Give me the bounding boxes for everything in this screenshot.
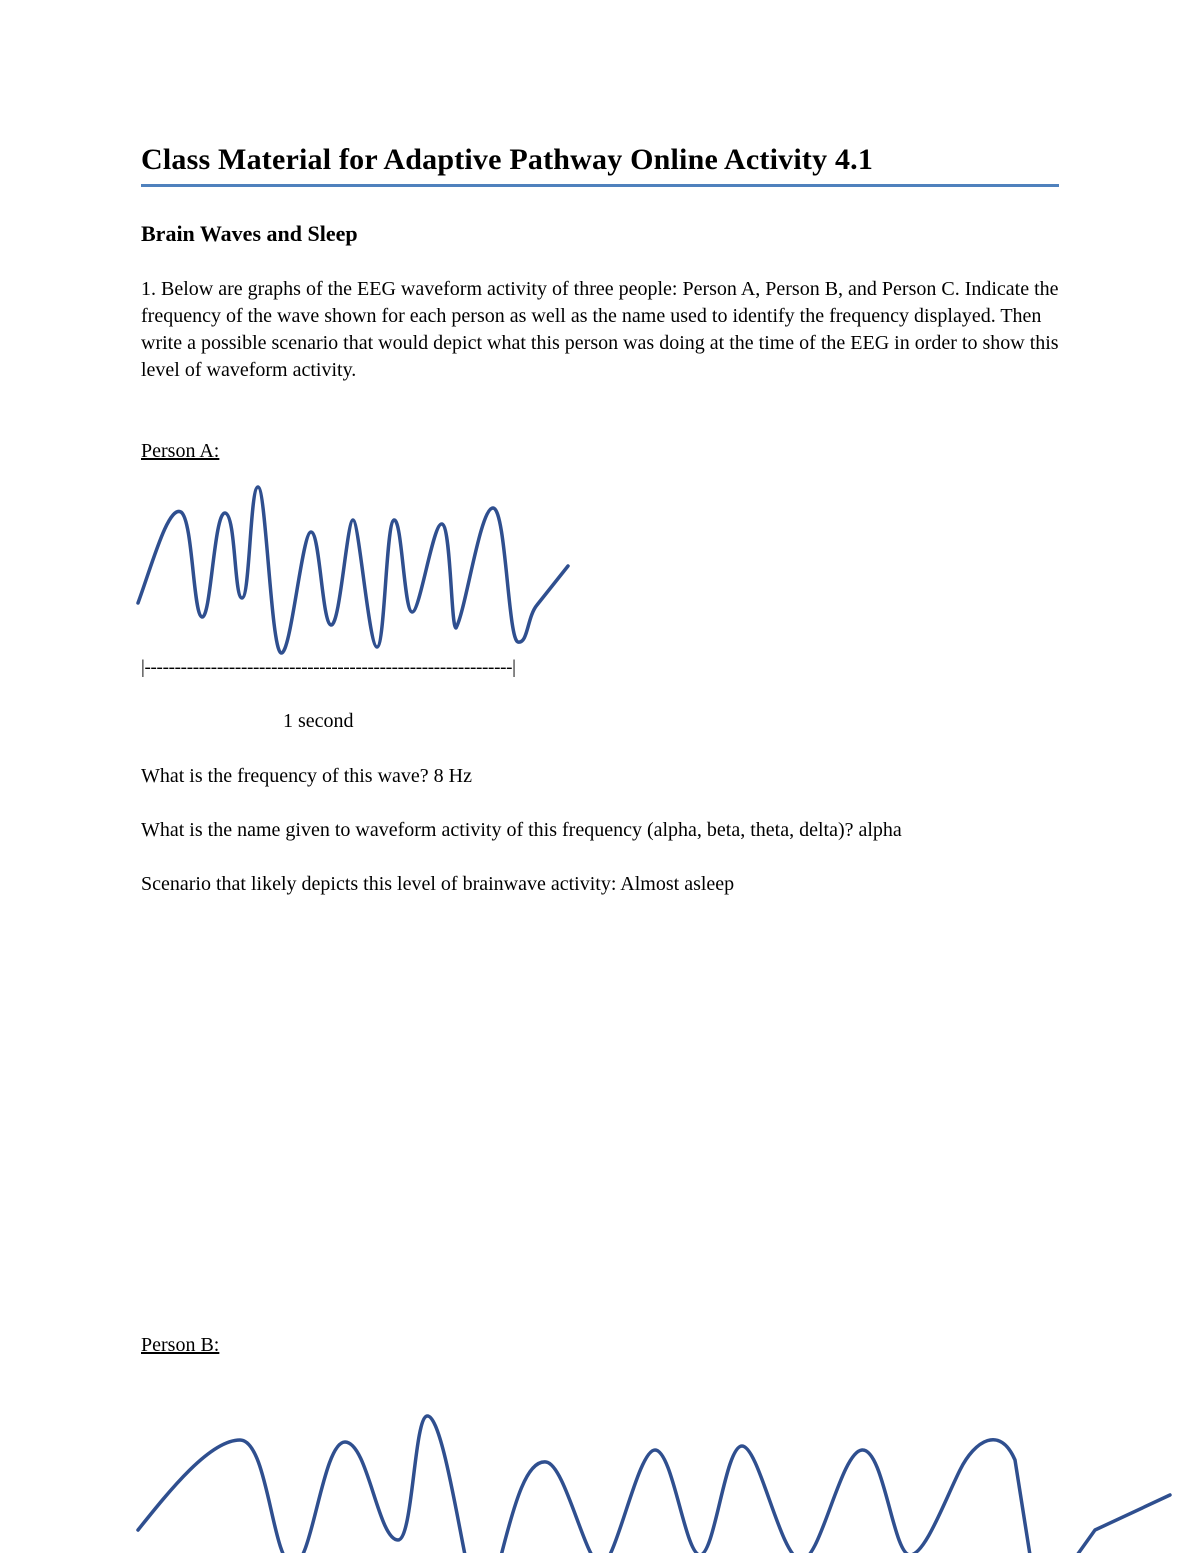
scenario-answer: Scenario that likely depicts this level of brainwave activity: Almost asleep [141, 873, 735, 895]
section-heading: Brain Waves and Sleep [141, 221, 358, 246]
one-second-scale-bar: |-------------------------------------------------------------| [141, 657, 516, 678]
wave-name-answer: What is the name given to waveform activity of this frequency (alpha, beta, theta, delta)? alpha [141, 819, 902, 841]
frequency-answer: What is the frequency of this wave? 8 Hz [141, 765, 472, 787]
question-text: 1. Below are graphs of the EEG waveform activity of three people: Person A, Person B, and Person C. Indicate the frequency of the wave shown for each person as well as the name used to identify the frequency displayed. Then write a possible scenario that would depict what this person was doing at the time of the EEG in order to show this level of waveform activity. [141, 278, 1059, 381]
document-title: Class Material for Adaptive Pathway Online Activity 4.1 [141, 143, 874, 176]
person-b-wave-trace [138, 1416, 1170, 1553]
person-a-label: Person A: [141, 440, 220, 462]
person-b-label: Person B: [141, 1334, 220, 1356]
scale-bar-label: 1 second [283, 710, 354, 732]
